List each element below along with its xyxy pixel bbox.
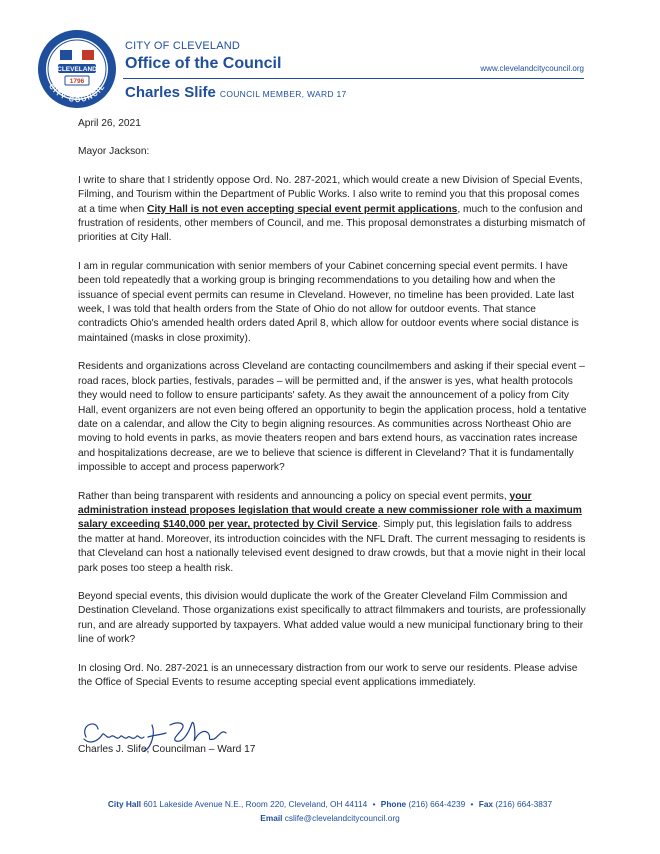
- paragraph-4-emphasis: your administration instead proposes legislation that would create a new commissioner role with a maximum salary exceeding $140,000 per year, protected by Civil Service: [78, 490, 582, 531]
- city-name: CITY OF CLEVELAND: [125, 40, 241, 52]
- footer-email-label: Email: [260, 813, 283, 823]
- footer-separator: •: [470, 799, 474, 809]
- paragraph-1: [78, 174, 588, 246]
- footer-separator: •: [372, 799, 376, 809]
- website-link[interactable]: www.clevelandcitycouncil.org: [480, 64, 584, 73]
- paragraph-3: Residents and organizations across Cleveland are contacting councilmembers and asking if their special event – road races, block parties, festivals, parades – will be permitted and, if the answer is yes, what health protocols they would need to follow to ensure participants' safety. As they await the announcement of a policy from City Hall, event organizers are not even being offered an opportunity to begin the application process, hold a tentative date on a calendar, and allow the City to begin aligning resources. As communities across Northeast Ohio are moving to hold events in parks, as movie theaters reopen and bars extend hours, as vaccination rates increase and hospitalizations decrease, are we to believe that science is different in Cleveland? That it is fundamentally impossible to accept and process paperwork?: [78, 361, 587, 474]
- footer-phone: (216) 664-4239: [408, 799, 466, 809]
- council-member-title: COUNCIL MEMBER, WARD 17: [219, 89, 347, 99]
- paragraph-4-text-end: . Simply put, this legislation fails to address the matter at hand. Moreover, its introduction coincides with the NFL Draft. The current messaging to residents is that Cleveland can host a nationally televised event designed to draw crowds, but that a movie night in their local park poses too steep a health risk.: [78, 519, 586, 574]
- city-council-seal-logo: [36, 28, 118, 110]
- footer-phone-label: Phone: [380, 799, 407, 809]
- letter-salutation: Mayor Jackson:: [78, 146, 150, 158]
- svg-text:CLEVELAND: CLEVELAND: [57, 66, 97, 73]
- council-member-name: Charles Slife: [125, 84, 216, 101]
- footer-email-line: [0, 813, 660, 823]
- office-title: Office of the Council: [125, 55, 282, 72]
- paragraph-4-text: Rather than being transparent with residents and announcing a policy on special event permits,: [78, 490, 510, 502]
- paragraph-1-emphasis: City Hall is not even accepting special event permit applications: [147, 203, 458, 215]
- letter-date: April 26, 2021: [78, 118, 141, 129]
- paragraph-2: I am in regular communication with senior members of your Cabinet concerning special event permits. I have been told repeatedly that a working group is bringing recommendations to you detailing how and when the issuance of special event permits can resume in Cleveland. However, no timeline has been provided. Late last week, I was told that health orders from the State of Ohio do not allow for outdoor events. That stance contradicts Ohio's amended health orders dated April 8, which allow for outdoor events where social distance is maintained (masks in close proximity).: [78, 260, 579, 344]
- footer-address: 601 Lakeside Avenue N.E., Room 220, Cleveland, OH 44114: [143, 799, 368, 809]
- svg-text:1796: 1796: [69, 78, 85, 85]
- header-divider: [123, 78, 584, 79]
- paragraph-6: In closing Ord. No. 287-2021 is an unnecessary distraction from our work to serve our residents. Please advise the Office of Special Events to resume accepting special event applications immediately.: [78, 662, 578, 688]
- footer-email-link[interactable]: cslife@clevelandcitycouncil.org: [284, 813, 400, 823]
- paragraph-1-text: I write to share that I stridently oppose Ord. No. 287-2021, which would create a new Division of Special Events, Filming, and Tourism within the Department of Public Works. I also write to remind you that this proposal comes at a time when: [78, 174, 583, 215]
- footer-city-hall-label: City Hall: [107, 799, 142, 809]
- footer-fax: (216) 664-3837: [495, 799, 553, 809]
- paragraph-4: [78, 490, 588, 576]
- letter-body: [78, 117, 588, 704]
- paragraph-5: Beyond special events, this division would duplicate the work of the Greater Cleveland Film Commission and Destination Cleveland. Those organizations exist specifically to attract filmmakers and tourists, are professionally run, and are already supported by taxpayers. What added value would a new municipal functionary bring to their line of work?: [78, 590, 586, 646]
- footer-address-line: [0, 799, 660, 809]
- paragraph-1-text-end: , much to the confusion and frustration of residents, other members of Council, and me. This proposal demonstrates a disturbing mismatch of priorities at City Hall.: [78, 203, 586, 244]
- council-member-heading: [125, 84, 347, 101]
- svg-text:CITY COUNCIL: CITY COUNCIL: [47, 83, 107, 105]
- footer-fax-label: Fax: [478, 799, 494, 809]
- signature-name: Charles J. Slife, Councilman – Ward 17: [78, 744, 256, 755]
